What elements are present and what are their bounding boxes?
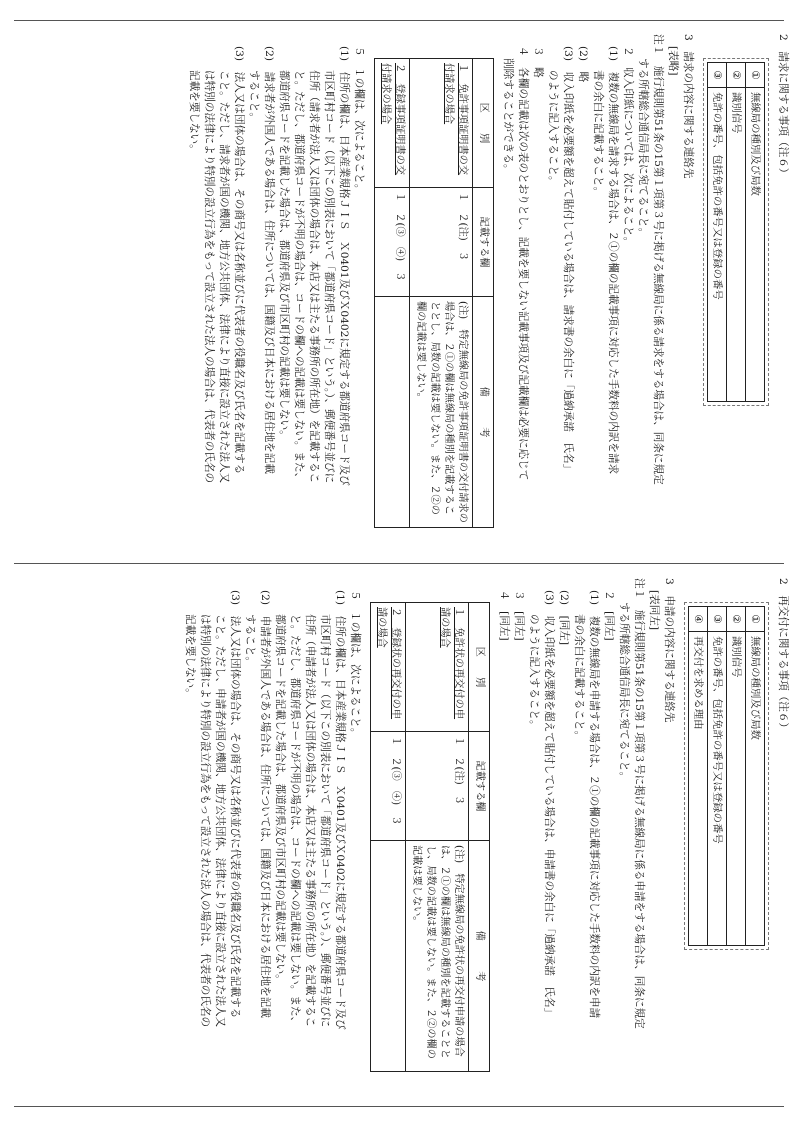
cell-kubun: ２ 登録状の再交付の申請の場合 [371, 603, 406, 732]
contact-table-note: [表略] [667, 46, 679, 76]
top-document-panel [0, 22, 798, 562]
cell-biko: (注) 特定無線局の免許事項証明書の交付請求の場合は、２①の欄は無線局の種別を記載することとし、局数の記載は要しない。また、２②の欄の記載は要しない。 [410, 297, 473, 528]
note-5-heading: ５ １の欄は、次によること。 [353, 46, 365, 195]
note-3: ３ [同左] [513, 590, 525, 641]
note-2-2: (2) 略 [577, 46, 589, 83]
note-4: ４ [同左] [498, 590, 510, 641]
table-header-row [469, 603, 490, 1072]
form-row-text: 再交付を求める理由 [689, 632, 708, 946]
form-row [746, 63, 765, 402]
table-row [406, 603, 469, 1072]
column-header-kubun: 区 別 [469, 603, 490, 732]
note-5-1-line: (1) 住所の欄は、日本産業規格ＪＩＳ Ｘ0401及びＸ0402に規定する都道府県コード及び [338, 46, 350, 486]
note-5-3-line: こと。ただし、申請者が国の機関、地方公共団体、法律により直接に設立された法人又 [214, 614, 226, 1028]
note-2-3-line: (3) 収入印紙を必要額を超えて貼付している場合は、申請書の余白に「過納承諾 氏名」 [543, 590, 555, 1019]
contact-heading: 3 請求の内容に関する連絡先 [682, 34, 694, 179]
cell-kubun: １ 免許状の再交付の申請の場合 [406, 603, 469, 732]
note-5-1-line: と。ただし、都道府県コードが不明の場合は、コードの欄への記載は要しない。また、 [289, 614, 301, 1028]
note-2-1-line: (1) 複数の無線局を申請する場合は、２①の欄の記載事項に対応した手数料の内訳を申請 [588, 590, 600, 1019]
note-5-3-line: (3) 法人又は団体の場合は、その商号又は名称並びに代表者の役職名及び氏名を記載する [229, 590, 241, 1019]
bottom-rule [14, 1106, 784, 1107]
top-rule [14, 20, 784, 21]
note-5-1-line: 都道府県コードを記載した場合は、都道府県及び市区町村の記載は要しない。 [274, 614, 286, 985]
note-5-1-line: 住所（請求者が法人又は団体の場合は、本店又は主たる事務所の所在地）を記載するこ [308, 70, 320, 484]
note-5-2-line: すること。 [248, 70, 260, 123]
cell-ran: １ ２(③ ④) ３ [375, 188, 410, 297]
form-row-text: 免許の番号、包括免許の番号又は登録の番号 [708, 88, 727, 402]
note-5-1-line: 市区町村コード（以下この別表において「都道府県コード」という。）、郵便番号並びに [319, 614, 331, 1028]
note-1-line: 注１ 施行規則第51条の15第１項第３号に掲げる無線局に係る請求をする場合は、同条に規定 [652, 34, 664, 485]
cell-ran: １ ２(③ ④) ３ [371, 732, 406, 841]
cell-biko: (注) 特定無線局の免許状の再交付申請の場合は、２①の欄は無線局の種別を記載することとし、局数の記載は要しない。また、２②の欄の記載は要しない。 [406, 841, 469, 1072]
cell-biko [375, 297, 410, 528]
table-header-row [473, 59, 494, 528]
column-header-biko: 備 考 [469, 841, 490, 1072]
note-5-3-line: こと。ただし、請求者が国の機関、地方公共団体、法律により直接に設立された法人又 [218, 70, 230, 484]
note-5-1-line: 住所（申請者が法人又は団体の場合は、本店又は主たる事務所の所在地）を記載するこ [304, 614, 316, 1028]
table-row [371, 603, 406, 1072]
table-row [410, 59, 473, 528]
note-5-3-line: 記載を要しない。 [188, 70, 200, 155]
column-header-kubun: 区 別 [473, 59, 494, 188]
form-row-text: 識別信号 [727, 632, 746, 946]
form-row-number: ③ [708, 63, 727, 88]
column-header-biko: 備 考 [473, 297, 494, 528]
form-row [708, 607, 727, 946]
note-5-2-line: (2) 請求者が外国人である場合は、住所については、国籍及び日本における居住地を記載 [263, 46, 275, 474]
cell-ran: １ ２(注) ３ [410, 188, 473, 297]
form-row-text: 免許の番号、包括免許の番号又は登録の番号 [708, 632, 727, 946]
note-5-3-line: 記載を要しない。 [184, 614, 196, 699]
note-5-2-line: (2) 申請者が外国人である場合は、住所については、国籍及び日本における居住地を記載 [259, 590, 271, 1018]
form-row-number: ② [727, 63, 746, 88]
entry-rules-table [370, 602, 490, 1072]
table-row [375, 59, 410, 528]
note-5-3-line: は特別の法律により特別の設立行為をもって設立された法人の場合は、代表者の氏名の [203, 70, 215, 484]
entry-rules-table [374, 58, 494, 528]
note-5-2-line: すること。 [244, 614, 256, 667]
cell-kubun: １ 免許事項証明書の交付請求の場合 [410, 59, 473, 188]
form-row [689, 607, 708, 946]
note-5-1-line: (1) 住所の欄は、日本産業規格ＪＩＳ Ｘ0401及びＸ0402に規定する都道府県コード及び [334, 590, 346, 1030]
contact-heading: 3 申請の内容に関する連絡先 [663, 578, 675, 723]
note-5-1-line: 都道府県コードを記載した場合は、都道府県及び市区町村の記載は要しない。 [278, 70, 290, 441]
note-5-heading: ５ １の欄は、次によること。 [349, 590, 361, 739]
note-2-3-line: (3) 収入印紙を必要額を超えて貼付している場合は、請求書の余白に「過納承諾 氏名」 [562, 46, 574, 475]
note-3: ３ 略 [532, 46, 544, 78]
form-row-text: 無線局の種別及び局数 [746, 632, 765, 946]
note-1-line: する所轄総合通信局長に宛てること。 [618, 602, 630, 783]
bottom-document-panel [0, 566, 798, 1106]
reissue-form-table [688, 606, 765, 946]
column-header-ran: 記載する欄 [469, 732, 490, 841]
column-header-ran: 記載する欄 [473, 188, 494, 297]
note-2-1-line: 書の余白に記載すること。 [573, 614, 585, 742]
note-2-heading: ２ 収入印紙については、次によること。 [622, 46, 634, 248]
form-row-number: ④ [689, 607, 708, 632]
form-row-number: ① [746, 607, 765, 632]
middle-rule [14, 563, 784, 564]
cell-biko [371, 841, 406, 1072]
note-1-line: 注１ 施行規則第51条の15第１項第３号に掲げる無線局に係る申請をする場合は、同条に規定 [633, 578, 645, 1029]
form-row-number: ③ [708, 607, 727, 632]
form-row [727, 607, 746, 946]
note-4-line: 削除することができる。 [502, 58, 514, 175]
form-row-number: ① [746, 63, 765, 88]
note-2-2: (2) [同左] [558, 590, 570, 646]
form-row [708, 63, 727, 402]
contact-table-note: [表同左] [648, 590, 660, 631]
reissue-form-box [684, 602, 769, 950]
note-2-3-line: のように記入すること。 [528, 614, 540, 731]
note-5-3-line: は特別の法律により特別の設立行為をもって設立された法人の場合は、代表者の氏名の [199, 614, 211, 1028]
reissue-matters-heading: 2 再交付に関する事項（注６） [777, 578, 789, 734]
note-4-line: ４ 各欄の記載は次の表のとおりとし、記載を要しない記載事項及び記載欄は必要に応じて [517, 46, 529, 481]
request-matters-heading: 2 請求に関する事項（注６） [777, 34, 789, 179]
note-2-1-line: (1) 複数の無線局を請求する場合は、２①の欄の記載事項に対応した手数料の内訳を請求 [607, 46, 619, 475]
form-row-text: 識別信号 [727, 88, 746, 402]
note-1-line: する所轄総合通信局長に宛てること。 [637, 58, 649, 239]
note-2-3-line: のように記入すること。 [547, 70, 559, 187]
note-5-1-line: 市区町村コード（以下この別表において「都道府県コード」という。）、郵便番号並びに [323, 70, 335, 484]
cell-ran: １ ２(注) ３ [406, 732, 469, 841]
top-page-text [8, 34, 790, 550]
note-5-1-line: と。ただし、都道府県コードが不明の場合は、コードの欄への記載は要しない。また、 [293, 70, 305, 484]
request-form-table [707, 62, 765, 402]
form-row [746, 607, 765, 946]
note-5-3-line: (3) 法人又は団体の場合は、その商号又は名称並びに代表者の役職名及び氏名を記載する [233, 46, 245, 475]
form-row-number: ② [727, 607, 746, 632]
cell-kubun: ２ 登録事項証明書の交付請求の場合 [375, 59, 410, 188]
note-2-heading: ２ [同左] [603, 590, 615, 641]
request-form-box [703, 58, 769, 406]
form-row-text: 無線局の種別及び局数 [746, 88, 765, 402]
bottom-page-text [8, 578, 790, 1094]
note-2-1-line: 書の余白に記載すること。 [592, 70, 604, 198]
form-row [727, 63, 746, 402]
